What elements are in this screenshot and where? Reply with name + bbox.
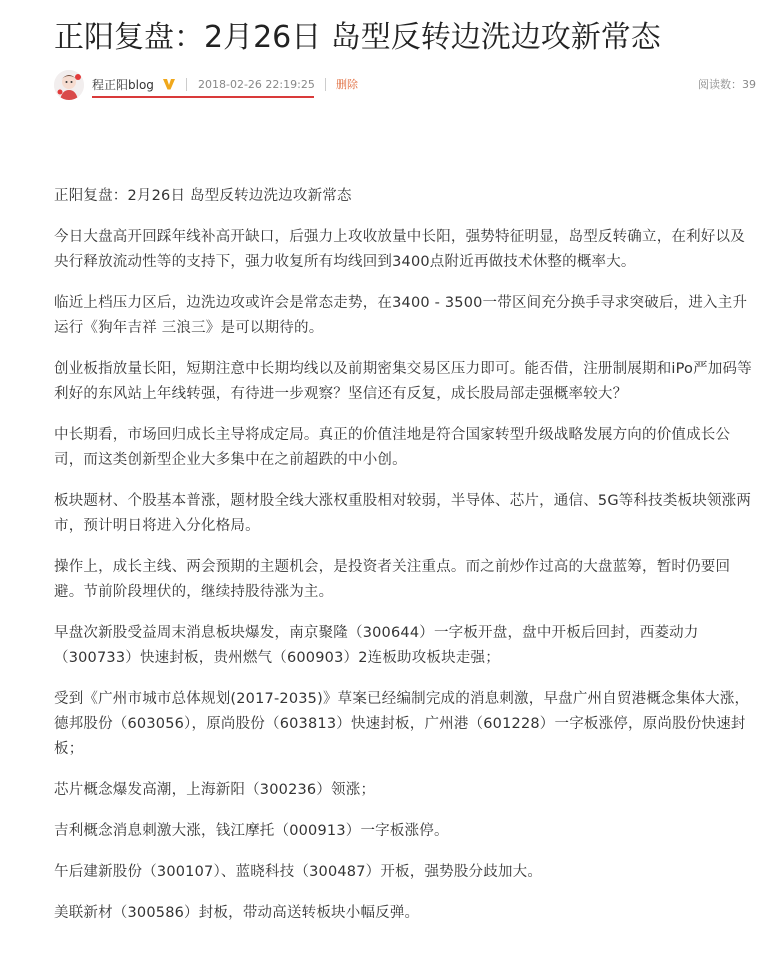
paragraph: 板块题材、个股基本普涨，题材股全线大涨权重股相对较弱，半导体、芯片，通信、5G等科技类板块领涨两市，预计明日将进入分化格局。 [54, 493, 752, 534]
paragraph: 操作上，成长主线、两会预期的主题机会，是投资者关注重点。而之前炒作过高的大盘蓝筹，暂时仍要回避。节前阶段埋伏的，继续持股待涨为主。 [54, 559, 731, 600]
delete-link[interactable]: 删除 [336, 78, 358, 91]
paragraph: 受到《广州市城市总体规划(2017-2035)》草案已经编制完成的消息刺激，早盘广州自贸港概念集体大涨，德邦股份（603056），原尚股份（603813）快速封板，广州港（601228）一字板涨停，原尚股份快速封板； [54, 691, 750, 757]
read-count: 阅读数：39 [698, 78, 756, 91]
paragraph: 早盘次新股受益周末消息板块爆发，南京聚隆（300644）一字板开盘，盘中开板后回封，西菱动力（300733）快速封板，贵州燃气（600903）2连板助攻板块走强； [54, 625, 699, 666]
paragraph: 午后建新股份（300107）、蓝晓科技（300487）开板，强势股分歧加大。 [54, 864, 543, 880]
paragraph: 美联新材（300586）封板，带动高送转板块小幅反弹。 [54, 905, 420, 921]
meta-divider-2 [325, 78, 326, 91]
article-body [54, 184, 756, 942]
author-avatar[interactable] [54, 70, 84, 100]
meta-divider [186, 78, 187, 91]
meta-underline [92, 96, 314, 98]
paragraph: 创业板指放量长阳，短期注意中长期均线以及前期密集交易区压力即可。能否借，注册制展期和iPo严加码等利好的东风站上年线转强，有待进一步观察？坚信还有反复，成长股局部走强概率较大？ [54, 361, 752, 402]
paragraph: 芯片概念爆发高潮，上海新阳（300236）领涨； [54, 782, 376, 798]
avatar-image [54, 70, 84, 100]
paragraph: 吉利概念消息刺激大涨，钱江摩托（000913）一字板涨停。 [54, 823, 449, 839]
verified-v-icon [162, 77, 176, 91]
article-title: 正阳复盘：2月26日 岛型反转边洗边攻新常态 [54, 20, 661, 55]
author-name-link[interactable]: 程正阳blog [92, 78, 154, 92]
publish-date: 2018-02-26 22:19:25 [198, 78, 315, 91]
paragraph: 正阳复盘：2月26日 岛型反转边洗边攻新常态 [54, 188, 352, 204]
paragraph: 今日大盘高开回踩年线补高开缺口，后强力上攻收放量中长阳，强势特征明显，岛型反转确立，在利好以及央行释放流动性等的支持下，强力收复所有均线回到3400点附近再做技术休整的概率大。 [54, 229, 745, 270]
paragraph: 中长期看，市场回归成长主导将成定局。真正的价值洼地是符合国家转型升级战略发展方向的价值成长公司，而这类创新型企业大多集中在之前超跌的中小创。 [54, 427, 731, 468]
paragraph: 临近上档压力区后，边洗边攻或许会是常态走势，在3400 - 3500一带区间充分换手寻求突破后，进入主升运行《狗年吉祥 三浪三》是可以期待的。 [54, 295, 748, 336]
article-meta [54, 68, 756, 102]
